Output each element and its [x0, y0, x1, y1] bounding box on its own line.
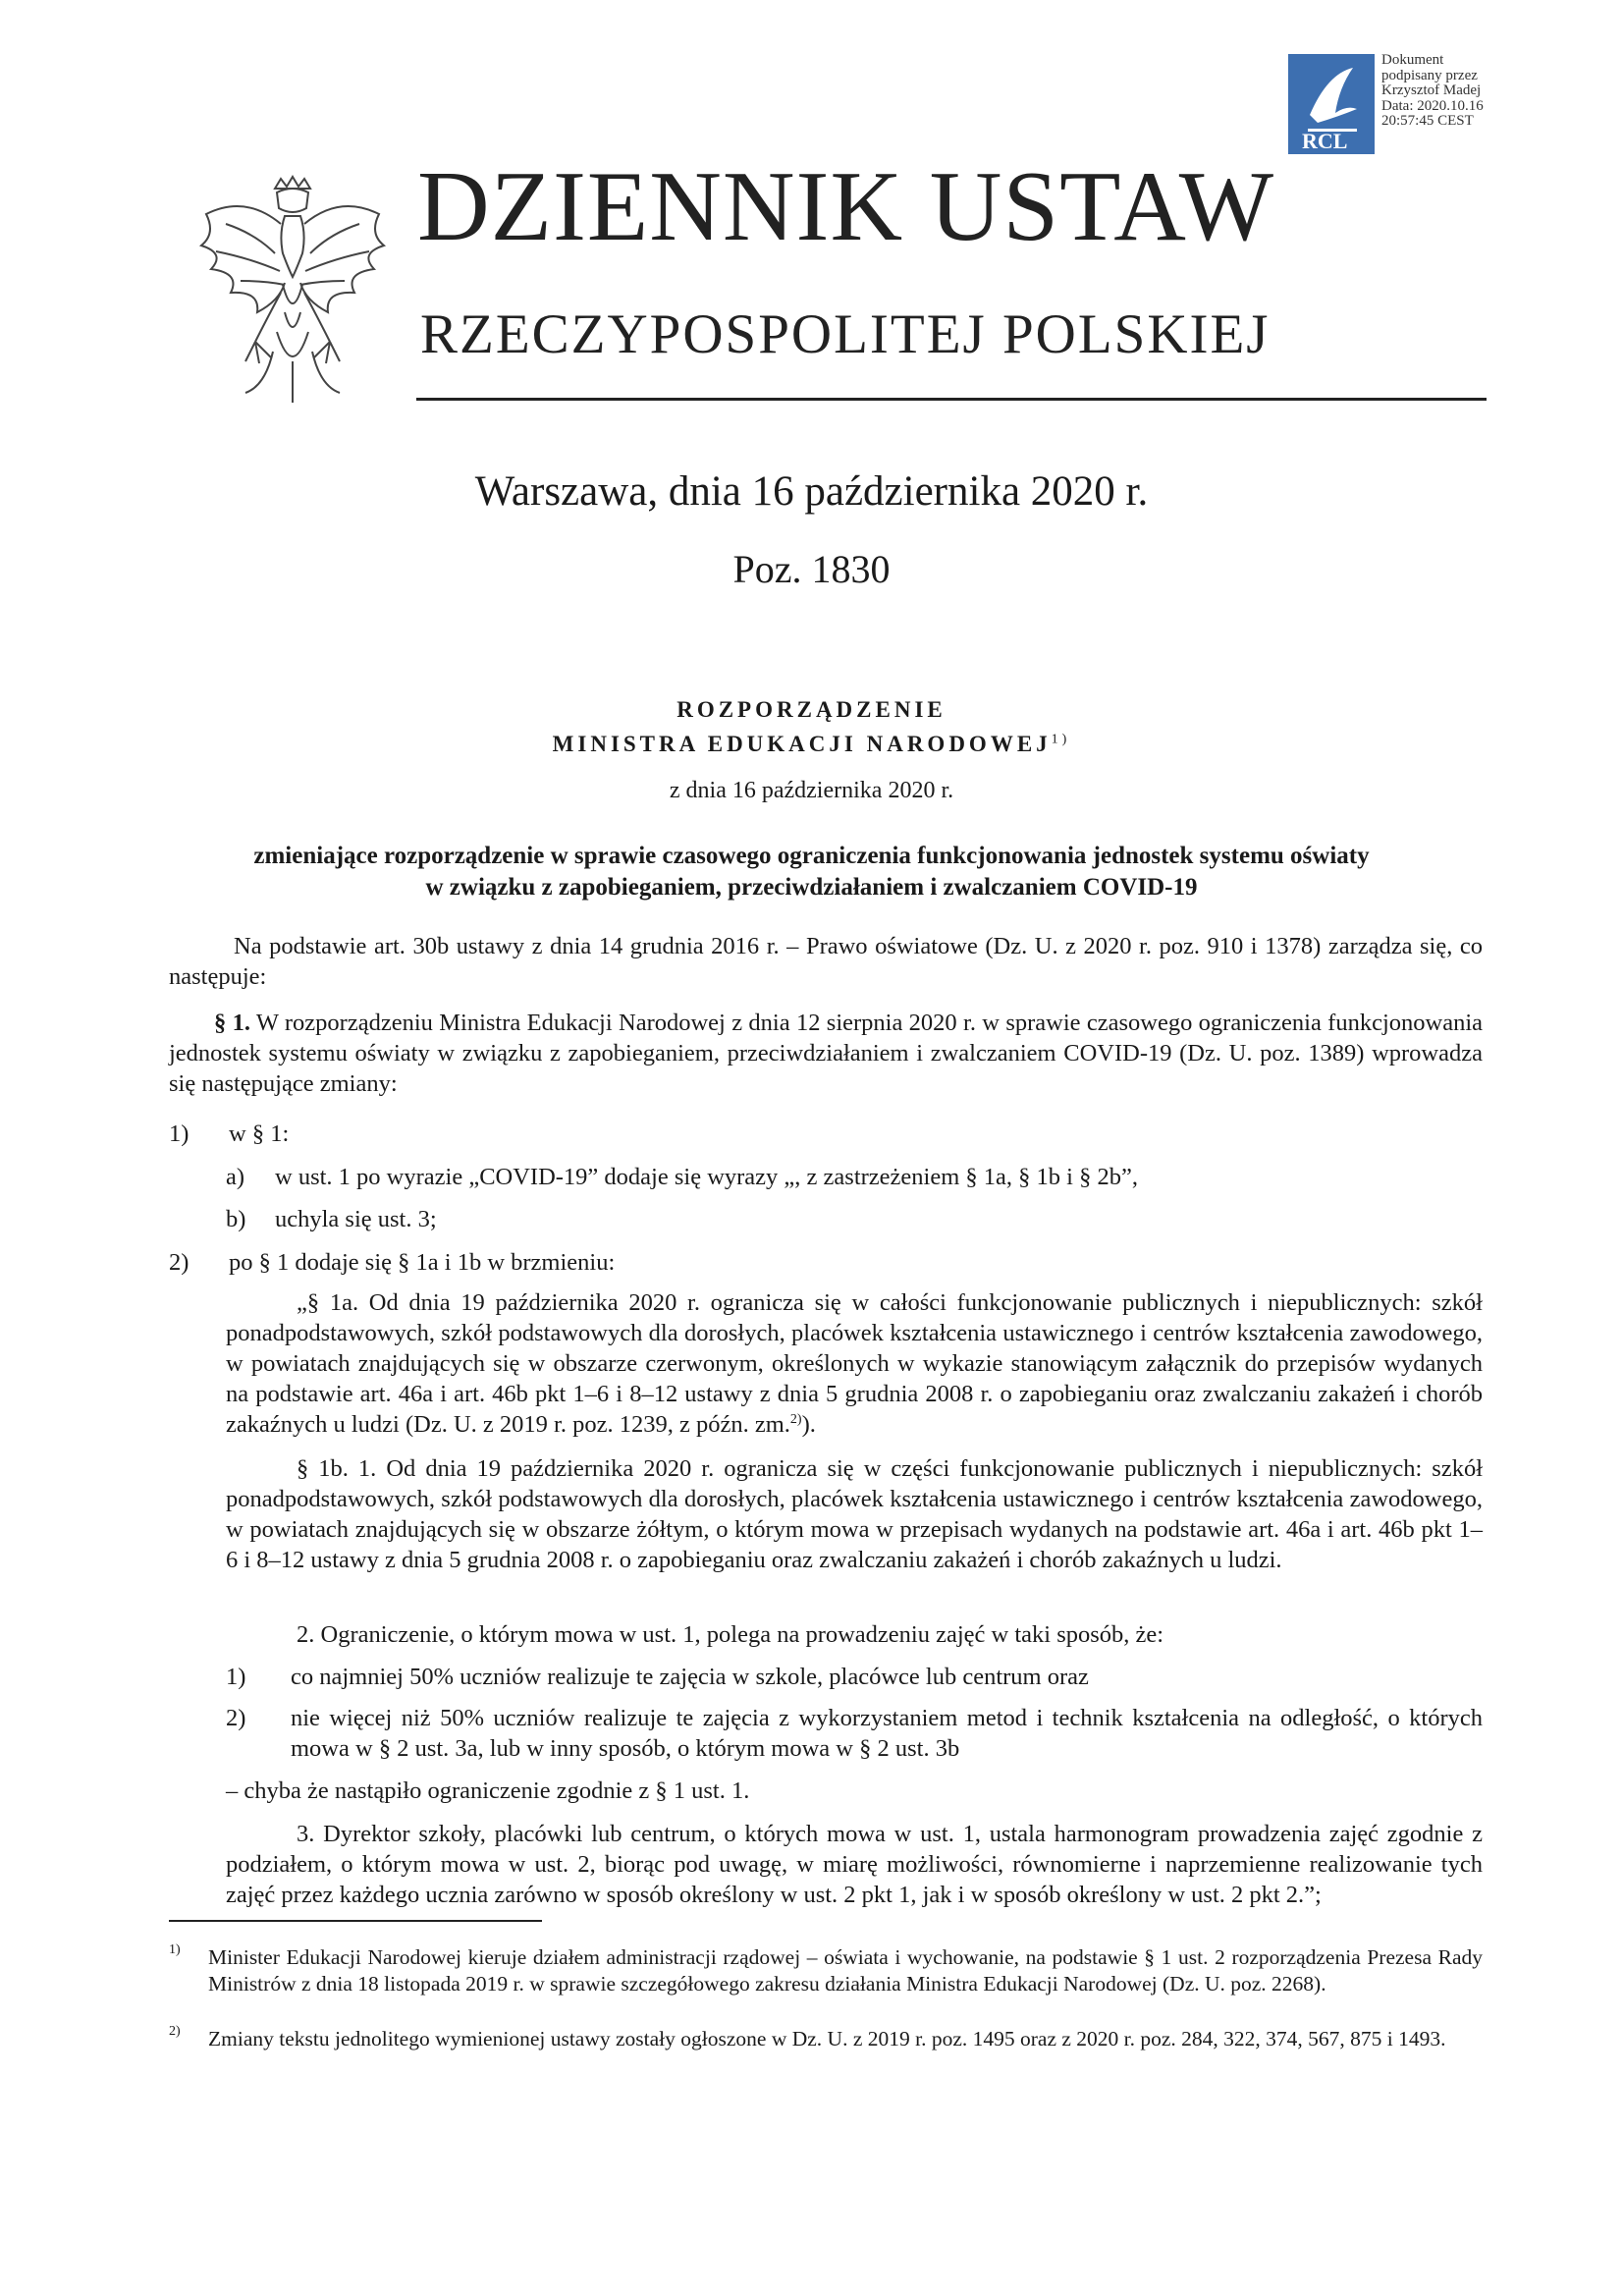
signature-line: Krzysztof Madej	[1381, 82, 1482, 98]
paragraph-1b-2: 2. Ograniczenie, o którym mowa w ust. 1, polega na prowadzeniu zajęć w taki sposób, że:	[297, 1621, 1164, 1648]
journal-title: DZIENNIK USTAW	[417, 151, 1274, 262]
section-label: § 1.	[214, 1010, 250, 1036]
section-1	[169, 1008, 1483, 1099]
signature-info	[1381, 53, 1519, 130]
list-letter: a)	[226, 1164, 245, 1190]
footnote-ref: 2)	[789, 1411, 802, 1427]
ministry-name: MINISTRA EDUKACJI NARODOWEJ	[552, 732, 1052, 756]
list-item: uchyla się ust. 3;	[275, 1206, 437, 1232]
paragraph-text: „§ 1a. Od dnia 19 października 2020 r. ogranicza się w całości funkcjonowanie publicznych i niepublicznych: szkół ponadpodstawowych, szkół podstawowych dla dorosłych, placówek kształcenia ustawicznego i centrów kształcenia zawodowego, w powiatach znajdujących się w obszarze czerwonym, określonych w wykazie stanowiącym załącznik do przepisów wydanych na podstawie art. 46a i art. 46b pkt 1–6 i 8–12 ustawy z dnia 5 grudnia 2008 r. o zapobieganiu oraz zwalczaniu zakażeń i chorób zakaźnych u ludzi (Dz. U. z 2019 r. poz. 1239, z późn. zm.	[226, 1289, 1483, 1438]
act-date: z dnia 16 października 2020 r.	[669, 778, 954, 803]
seal-label: RCL	[1302, 129, 1348, 153]
signature-line: Data: 2020.10.16	[1381, 97, 1484, 114]
act-subject-line: w związku z zapobieganiem, przeciwdziałaniem i zwalczaniem COVID-19	[425, 874, 1198, 901]
list-item: po § 1 dodaje się § 1a i 1b w brzmieniu:	[229, 1249, 616, 1276]
act-subject-line: zmieniające rozporządzenie w sprawie czasowego ograniczenia funkcjonowania jednostek systemu oświaty	[253, 843, 1370, 869]
list-item: w ust. 1 po wyrazie „COVID-19” dodaje się wyrazy „, z zastrzeżeniem § 1a, § 1b i § 2b”,	[275, 1164, 1138, 1190]
paragraph-end: ).	[801, 1411, 816, 1438]
act-type: ROZPORZĄDZENIE	[676, 697, 947, 722]
publication-date: Warszawa, dnia 16 października 2020 r.	[474, 468, 1149, 515]
signature-line: 20:57:45 CEST	[1381, 113, 1474, 129]
journal-subtitle: RZECZYPOSPOLITEJ POLSKIEJ	[420, 303, 1271, 365]
list-number: 1)	[169, 1121, 189, 1147]
eagle-emblem-icon	[187, 175, 393, 410]
list-item: co najmniej 50% uczniów realizuje te zajęcia w szkole, placówce lub centrum oraz	[291, 1664, 1089, 1690]
paragraph-1a	[226, 1287, 1483, 1440]
list-item: w § 1:	[229, 1121, 290, 1147]
preamble: Na podstawie art. 30b ustawy z dnia 14 grudnia 2016 r. – Prawo oświatowe (Dz. U. z 2020 r. poz. 910 i 1378) zarządza się, co następuje:	[169, 933, 1483, 990]
footnote-text: Minister Edukacji Narodowej kieruje działem administracji rządowej – oświata i wychowanie, na podstawie § 1 ust. 2 rozporządzenia Prezesa Rady Ministrów z dnia 18 listopada 2019 r. w sprawie szczegółowego zakresu działania Ministra Edukacji Narodowej (Dz. U. poz. 2268).	[208, 1945, 1483, 1995]
footnote-mark: 1)	[169, 1942, 181, 1957]
closing-clause: – chyba że nastąpiło ograniczenie zgodnie z § 1 ust. 1.	[226, 1777, 750, 1804]
position-number: Poz. 1830	[732, 547, 891, 591]
masthead-rule	[416, 398, 1487, 401]
list-number: 1)	[226, 1664, 246, 1690]
footnote-rule	[169, 1920, 542, 1922]
signature-line: Dokument	[1381, 52, 1444, 68]
signature-seal	[1288, 54, 1375, 154]
paragraph-1b: § 1b. 1. Od dnia 19 października 2020 r. ogranicza się w części funkcjonowanie publicznych i niepublicznych: szkół ponadpodstawowych, szkół podstawowych dla dorosłych, placówek kształcenia ustawicznego i centrów kształcenia zawodowego, w powiatach znajdujących się w obszarze żółtym, o którym mowa w przepisach wydanych na podstawie art. 46a i art. 46b pkt 1–6 i 8–12 ustawy z dnia 5 grudnia 2008 r. o zapobieganiu oraz zwalczaniu zakażeń i chorób zakaźnych u ludzi.	[226, 1455, 1483, 1573]
list-number: 2)	[226, 1705, 246, 1731]
list-item: nie więcej niż 50% uczniów realizuje te zajęcia z wykorzystaniem metod i technik kształcenia na odległość, o których mowa w § 2 ust. 3a, lub w inny sposób, o którym mowa w § 2 ust. 3b	[291, 1705, 1483, 1762]
footnote-text: Zmiany tekstu jednolitego wymienionej ustawy zostały ogłoszone w Dz. U. z 2019 r. poz. 1495 oraz z 2020 r. poz. 284, 322, 374, 567, 875 i 1493.	[208, 2027, 1446, 2050]
paragraph-1b-3: 3. Dyrektor szkoły, placówki lub centrum, o których mowa w ust. 1, ustala harmonogram prowadzenia zajęć zgodnie z podziałem, o którym mowa w ust. 2, biorąc pod uwagę, w miarę możliwości, równomierne i naprzemienne realizowanie tych zajęć przez każdego ucznia zarówno w sposób określony w ust. 2 pkt 1, jak i w sposób określony w ust. 2 pkt 2.”;	[226, 1821, 1483, 1908]
list-number: 2)	[169, 1249, 189, 1276]
act-ministry	[0, 732, 1623, 757]
signature-line: podpisany przez	[1381, 67, 1478, 83]
footnote-ref: 1)	[1051, 732, 1071, 747]
footnote-mark: 2)	[169, 2024, 181, 2039]
list-letter: b)	[226, 1206, 246, 1232]
section-text: W rozporządzeniu Ministra Edukacji Narodowej z dnia 12 sierpnia 2020 r. w sprawie czasowego ograniczenia funkcjonowania jednostek systemu oświaty w związku z zapobieganiem, przeciwdziałaniem i zwalczaniem COVID-19 (Dz. U. poz. 1389) wprowadza się następujące zmiany:	[169, 1010, 1484, 1097]
